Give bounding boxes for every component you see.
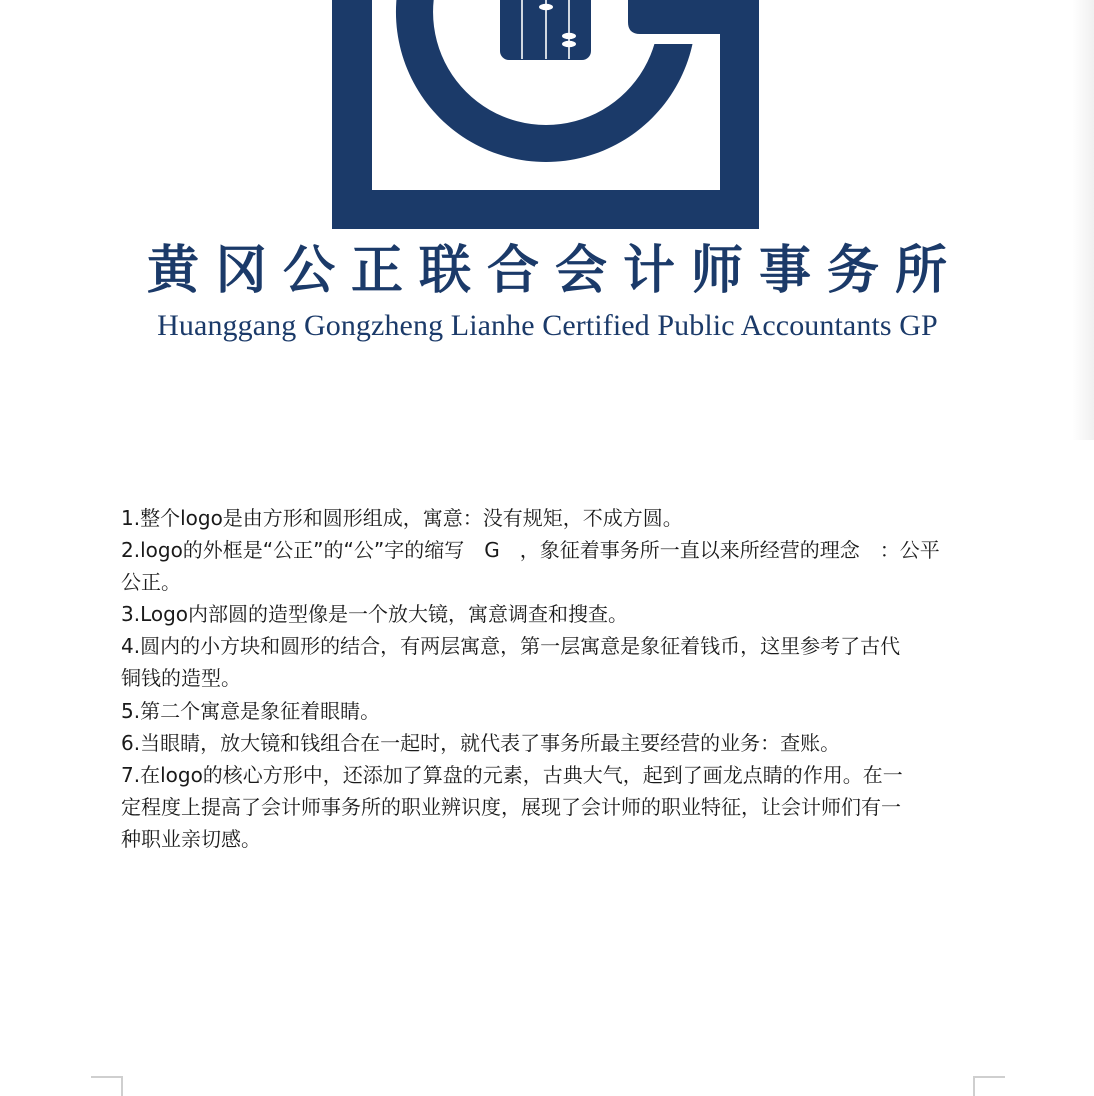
description-line: 种职业亲切感。 [121, 826, 261, 851]
description-line: 7.在logo的核心方形中，还添加了算盘的元素，古典大气，起到了画龙点睛的作用。在一 [121, 762, 903, 787]
company-name-chinese [140, 240, 954, 302]
title-char: 合 [486, 241, 539, 301]
description-line: 5.第二个寓意是象征着眼睛。 [121, 698, 381, 723]
title-char: 冈 [214, 241, 267, 301]
title-char: 计 [622, 241, 675, 301]
description-line: 2.logo的外框是“公正”的“公”字的缩写 G ，象征着事务所一直以来所经营的理念 ：公平 [121, 538, 940, 563]
title-char: 师 [690, 241, 743, 301]
title-char: 黄 [146, 241, 199, 301]
page-corner-mark-left [91, 1076, 123, 1096]
description-line: 6.当眼睛，放大镜和钱组合在一起时，就代表了事务所最主要经营的业务：查账。 [121, 730, 841, 755]
description-line: 定程度上提高了会计师事务所的职业辨识度，展现了会计师的职业特征，让会计师们有一 [121, 794, 901, 819]
description-line: 3.Logo内部圆的造型像是一个放大镜，寓意调查和搜查。 [121, 602, 629, 627]
description-line: 1.整个logo是由方形和圆形组成，寓意：没有规矩，不成方圆。 [121, 506, 683, 530]
title-char: 公 [282, 241, 335, 301]
g-logo-icon [0, 0, 1094, 240]
title-char: 会 [554, 241, 607, 301]
description-line: 铜钱的造型。 [121, 666, 241, 691]
title-char: 事 [758, 241, 811, 301]
title-char: 联 [418, 241, 471, 301]
page-corner-mark-right [973, 1076, 1005, 1096]
logo-description [121, 502, 981, 855]
title-char: 所 [894, 241, 947, 301]
title-char: 务 [826, 241, 879, 301]
description-line: 公正。 [121, 570, 181, 595]
company-name-english: Huanggang Gongzheng Lianhe Certified Public Accountants GP [157, 309, 938, 342]
description-line: 4.圆内的小方块和圆形的结合，有两层寓意，第一层寓意是象征着钱币，这里参考了古代 [121, 634, 901, 659]
title-char: 正 [350, 241, 403, 301]
